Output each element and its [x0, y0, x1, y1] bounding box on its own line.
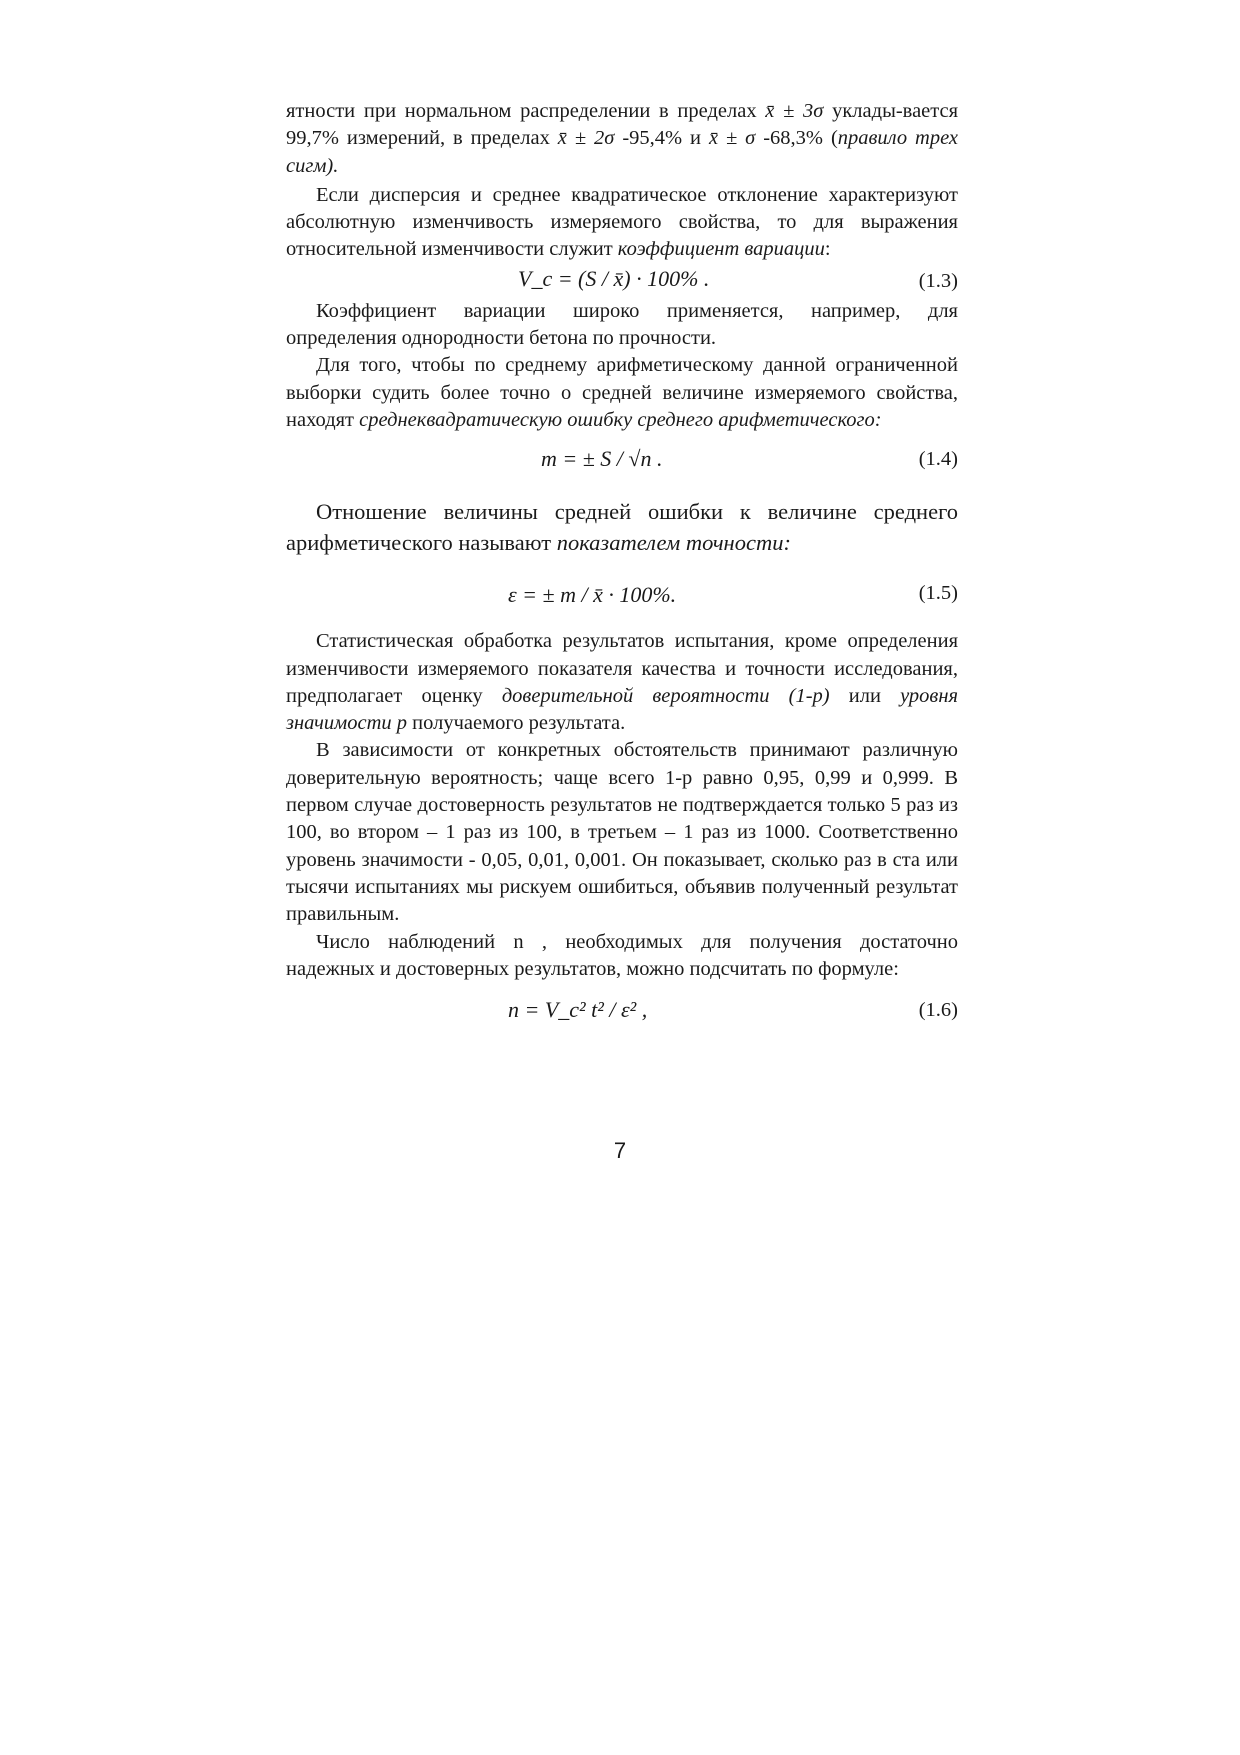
formula-1-5-number: (1.5)	[918, 582, 958, 605]
p2-italic: коэффициент вариации	[617, 238, 825, 261]
paragraph-2	[286, 182, 958, 264]
p2-colon: :	[824, 238, 831, 261]
formula-1-4-number: (1.4)	[918, 448, 958, 471]
p1-text-a: ятности при нормальном распределении в пределах	[286, 100, 757, 122]
p6-text-c: получаемого результата.	[412, 712, 626, 735]
page-number: 7	[613, 1138, 627, 1163]
p6-text-a: Статистическая обработка результатов испытания, кроме определения изменчивости измеряемого показателя качества и точности исследования, предполагает оценку	[286, 630, 958, 707]
p1-text-c: -95,4% и	[622, 127, 701, 150]
paragraph-7: В зависимости от конкретных обстоятельств принимают различную доверительную вероятность; чаще всего 1-р равно 0,95, 0,99 и 0,999. В первом случае достоверность результатов не подтверждается только 5 раз из 100, во втором – 1 раз из 100, в третьем – 1 раз из 1000. Соответственно уровень значимости - 0,05, 0,01, 0,001. Он показывает, сколько раз в ста или тысячи испытаниях мы рискуем ошибиться, объявив полученный результат правильным.	[286, 739, 958, 926]
paragraph-6	[286, 628, 958, 737]
formula-1-3-expression: V_c = (S / x̄) · 100% .	[518, 265, 710, 291]
p4-text: Для того, чтобы по среднему арифметическому данной ограниченной выборки судить более точно о средней величине измеряемого свойства, находят	[286, 354, 958, 431]
p6-italic-2: уровня значимости р	[286, 684, 959, 735]
p5-italic: показателем точности:	[556, 530, 791, 556]
paragraph-4	[286, 352, 958, 434]
paragraph-5	[286, 496, 958, 558]
formula-1-5-expression: ε = ± m / x̄ · 100%.	[508, 582, 677, 608]
p4-italic: среднеквадратическую ошибку среднего арифметического:	[359, 408, 882, 431]
p1-text-e: (	[830, 127, 838, 150]
formula-x-3sigma: x̄ ± 3σ	[765, 100, 824, 122]
formula-1-5	[286, 564, 958, 628]
p6-text-b: или	[848, 684, 881, 707]
paragraph-1	[286, 98, 958, 180]
p5-text: Отношение величины средней ошибки к величине среднего арифметического называют	[286, 499, 958, 556]
formula-1-6-number: (1.6)	[918, 999, 958, 1022]
p1-italic: правило трех сигм).	[286, 127, 959, 177]
formula-1-6-expression: n = V_c² t² / ε² ,	[508, 997, 648, 1023]
formula-x-sigma: x̄ ± σ	[708, 127, 756, 150]
p1-text-d: -68,3%	[763, 127, 823, 150]
formula-1-3	[286, 264, 958, 298]
paragraph-8: Число наблюдений n , необходимых для получения достаточно надежных и достоверных результатов, можно подсчитать по формуле:	[286, 930, 958, 980]
p2-text: Если дисперсия и среднее квадратическое отклонение характеризуют абсолютную изменчивость измеряемого свойства, то для выражения относительной изменчивости служит	[286, 183, 958, 261]
p6-italic-1: доверительной вероятности (1-р)	[501, 684, 830, 707]
formula-1-6	[286, 983, 958, 1045]
page-content	[286, 98, 958, 1045]
formula-1-4	[286, 434, 958, 490]
p1-text-b: уклады-вается 99,7% измерений, в пределах	[286, 100, 959, 150]
formula-1-3-number: (1.3)	[918, 269, 958, 292]
formula-1-4-expression: m = ± S / √n .	[541, 446, 663, 472]
formula-x-2sigma: x̄ ± 2σ	[557, 127, 615, 150]
paragraph-3: Коэффициент вариации широко применяется, например, для определения однородности бетона по прочности.	[286, 299, 958, 350]
